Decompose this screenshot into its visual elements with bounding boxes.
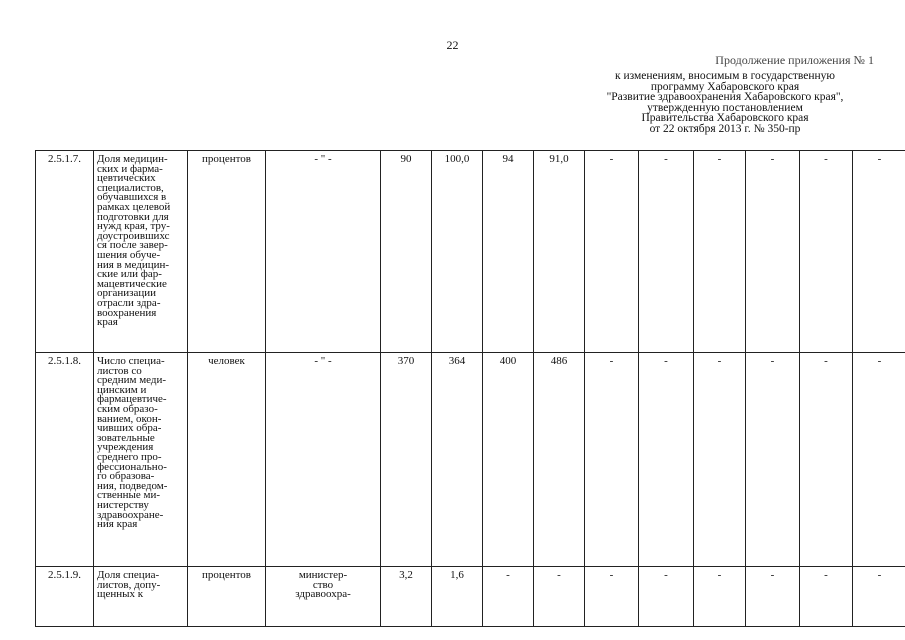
page-number: 22 <box>446 38 459 52</box>
responsible-line: - " - <box>314 355 332 367</box>
row-value-cell: 90 <box>381 151 432 353</box>
row-value-cell: - <box>639 353 694 567</box>
table-body <box>36 151 905 627</box>
indicators-table <box>35 150 905 627</box>
header-line: Правительства Хабаровского края <box>641 112 809 125</box>
responsible-line: министер- <box>298 569 348 581</box>
row-responsible-cell <box>266 567 381 627</box>
row-value-cell: 400 <box>483 353 534 567</box>
table-row <box>36 353 905 567</box>
row-value-cell: - <box>639 567 694 627</box>
header-line: утвержденную постановлением <box>647 101 803 114</box>
description-line: средним меди- <box>97 374 167 387</box>
row-value-cell: 94 <box>483 151 534 353</box>
row-value-cell: - <box>585 353 639 567</box>
row-value-cell: - <box>800 353 853 567</box>
row-unit-cell: процентов <box>188 567 266 627</box>
description-line: ванием, окон- <box>97 412 162 425</box>
description-line: ния, подведом- <box>97 479 168 492</box>
description-line: здравоохране- <box>97 508 164 521</box>
row-value-cell: 1,6 <box>432 567 483 627</box>
row-value-cell: 100,0 <box>432 151 483 353</box>
row-responsible-cell <box>266 151 381 353</box>
description-line: фессионально- <box>97 460 167 473</box>
description-line: зовательные <box>97 431 155 444</box>
description-line: Доля специа- <box>97 569 160 581</box>
header-line: к изменениям, вносимым в государственную <box>615 70 835 82</box>
description-line: Число специа- <box>97 355 165 367</box>
row-value-cell: - <box>483 567 534 627</box>
description-line: воохранения <box>97 306 157 319</box>
row-value-cell: - <box>800 151 853 353</box>
description-line: шения обуче- <box>97 248 161 261</box>
row-value-cell: - <box>800 567 853 627</box>
row-responsible-cell <box>266 353 381 567</box>
row-value-cell: - <box>746 353 800 567</box>
row-value-cell: - <box>853 353 905 567</box>
description-line: фармацевтиче- <box>97 393 167 406</box>
description-line: ственные ми- <box>97 489 161 502</box>
description-line: щенных к <box>97 588 144 601</box>
row-value-cell: 364 <box>432 353 483 567</box>
description-line: Доля медицин- <box>97 153 168 165</box>
row-value-cell: - <box>534 567 585 627</box>
row-description-cell <box>94 353 188 567</box>
row-value-cell: - <box>746 151 800 353</box>
description-line: цевтических <box>97 172 156 185</box>
responsible-line: здравоохра- <box>295 588 351 601</box>
description-line: цинским и <box>97 383 147 396</box>
description-line: ских и фарма- <box>97 162 163 175</box>
row-value-cell: 91,0 <box>534 151 585 353</box>
description-line: чивших обра- <box>97 422 162 435</box>
row-code-cell: 2.5.1.8. <box>36 353 94 567</box>
row-value-cell: - <box>694 353 746 567</box>
description-line: доустроившихс <box>97 229 170 242</box>
description-line: ния края <box>97 518 138 531</box>
row-unit-cell: процентов <box>188 151 266 353</box>
row-value-cell: 370 <box>381 353 432 567</box>
description-line: специалистов, <box>97 181 164 194</box>
row-value-cell: - <box>694 567 746 627</box>
row-value-cell: 3,2 <box>381 567 432 627</box>
row-code-cell: 2.5.1.7. <box>36 151 94 353</box>
row-value-cell: 486 <box>534 353 585 567</box>
row-description-cell <box>94 567 188 627</box>
row-value-cell: - <box>585 151 639 353</box>
description-line: отрасли здра- <box>97 296 161 309</box>
row-value-cell: - <box>853 151 905 353</box>
responsible-line: - " - <box>314 153 332 165</box>
description-line: листов, допу- <box>97 578 161 591</box>
description-line: среднего про- <box>97 450 162 463</box>
description-line: го образова- <box>97 470 155 483</box>
description-line: мацевтические <box>97 277 167 290</box>
row-value-cell: - <box>585 567 639 627</box>
header-line: "Развитие здравоохранения Хабаровского края", <box>606 91 844 104</box>
description-line: учреждения <box>97 441 154 454</box>
row-code-cell: 2.5.1.9. <box>36 567 94 627</box>
row-value-cell: - <box>694 151 746 353</box>
row-value-cell: - <box>853 567 905 627</box>
header-line: от 22 октября 2013 г. № 350-пр <box>649 122 801 135</box>
appendix-header <box>560 71 890 135</box>
header-line: программу Хабаровского края <box>650 80 800 93</box>
description-line: нужд края, тру- <box>97 220 170 233</box>
description-line: подготовки для <box>97 210 169 223</box>
row-value-cell: - <box>746 567 800 627</box>
description-line: обучавшихся в <box>97 191 167 204</box>
description-line: нистерству <box>97 498 149 511</box>
description-line: ские или фар- <box>97 268 162 281</box>
responsible-line: ство <box>312 578 334 591</box>
description-line: ся после завер- <box>97 239 168 252</box>
description-line: ским образо- <box>97 402 158 415</box>
description-line: листов со <box>97 364 142 377</box>
row-description-cell <box>94 151 188 353</box>
description-line: рамках целевой <box>97 200 171 213</box>
table-row <box>36 151 905 353</box>
row-value-cell: - <box>639 151 694 353</box>
description-line: организации <box>97 287 157 300</box>
description-line: края <box>97 316 118 329</box>
table-row <box>36 567 905 627</box>
description-line: ния в медицин- <box>97 258 170 271</box>
continuation-label: Продолжение приложения № 1 <box>715 53 874 67</box>
row-unit-cell: человек <box>188 353 266 567</box>
